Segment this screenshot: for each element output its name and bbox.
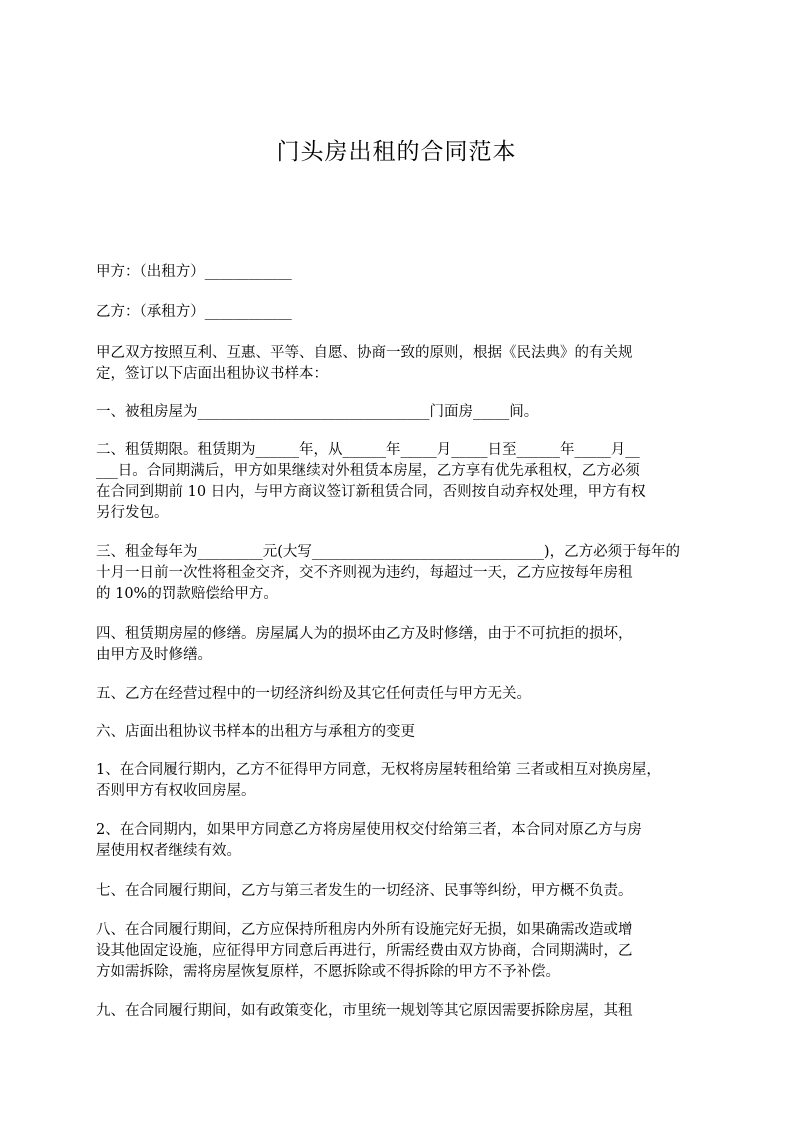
clause-6-heading: 六、店面出租协议书样本的出租方与承租方的变更: [96, 724, 415, 740]
party-b-line: 乙方：（承租方）____________: [96, 304, 292, 320]
clause-3-line: 三、租金每年为_________元(大写________________________________)，乙方必须于每年的: [96, 544, 681, 560]
clause-2-line: 二、租赁期限。租赁期为______年，从______年_____月_____日至______年_____月__: [96, 442, 640, 458]
clause-2-line: 另行发包。: [96, 505, 169, 521]
party-a-line: 甲方：（出租方）____________: [96, 264, 292, 280]
clause-2-line: 在合同到期前 10 日内，与甲方商议签订新租赁合同，否则按自动弃权处理，甲方有权: [96, 484, 646, 500]
clause-8-line: 八、在合同履行期间，乙方应保持所租房内外所有设施完好无损，如果确需改造或增: [96, 922, 633, 938]
clause-7-line: 七、在合同履行期间，乙方与第三者发生的一切经济、民事等纠纷，甲方概不负责。: [96, 883, 633, 899]
clause-6-item-2-line: 屋使用权者继续有效。: [96, 843, 241, 859]
clause-3-line: 的 10%的罚款赔偿给甲方。: [96, 586, 278, 602]
clause-3-line: 十月一日前一次性将租金交齐，交不齐则视为违约，每超过一天，乙方应按每年房租: [96, 565, 633, 581]
clause-2-line: ___日。合同期满后，甲方如果继续对外租赁本房屋，乙方享有优先承租权，乙方必须: [96, 463, 640, 479]
preamble-line: 甲乙双方按照互利、互惠、平等、自愿、协商一致的原则，根据《民法典》的有关规: [96, 345, 633, 361]
clause-9-line: 九、在合同履行期间，如有政策变化，市里统一规划等其它原因需要拆除房屋，其租: [96, 1003, 633, 1019]
clause-4-line: 由甲方及时修缮。: [96, 647, 212, 663]
preamble-line: 定，签订以下店面出租协议书样本：: [96, 366, 328, 382]
clause-8-line: 设其他固定设施，应征得甲方同意后再进行，所需经费由双方协商，合同期满时，乙: [96, 943, 633, 959]
clause-1-line: 一、被租房屋为________________________________门面房_____间。: [96, 404, 539, 420]
clause-8-line: 方如需拆除，需将房屋恢复原样，不愿拆除或不得拆除的甲方不予补偿。: [96, 964, 560, 980]
clause-6-item-1-line: 否则甲方有权收回房屋。: [96, 783, 256, 799]
clause-6-item-2-line: 2、在合同期内，如果甲方同意乙方将房屋使用权交付给第三者，本合同对原乙方与房: [96, 822, 642, 838]
document-title: 门头房出租的合同范本: [276, 139, 517, 165]
clause-5-line: 五、乙方在经营过程中的一切经济纠纷及其它任何责任与甲方无关。: [96, 686, 531, 702]
clause-6-item-1-line: 1、在合同履行期内，乙方不征得甲方同意，无权将房屋转租给第 三者或相互对换房屋，: [96, 762, 661, 778]
clause-4-line: 四、租赁期房屋的修缮。房屋属人为的损坏由乙方及时修缮，由于不可抗拒的损坏，: [96, 626, 633, 642]
